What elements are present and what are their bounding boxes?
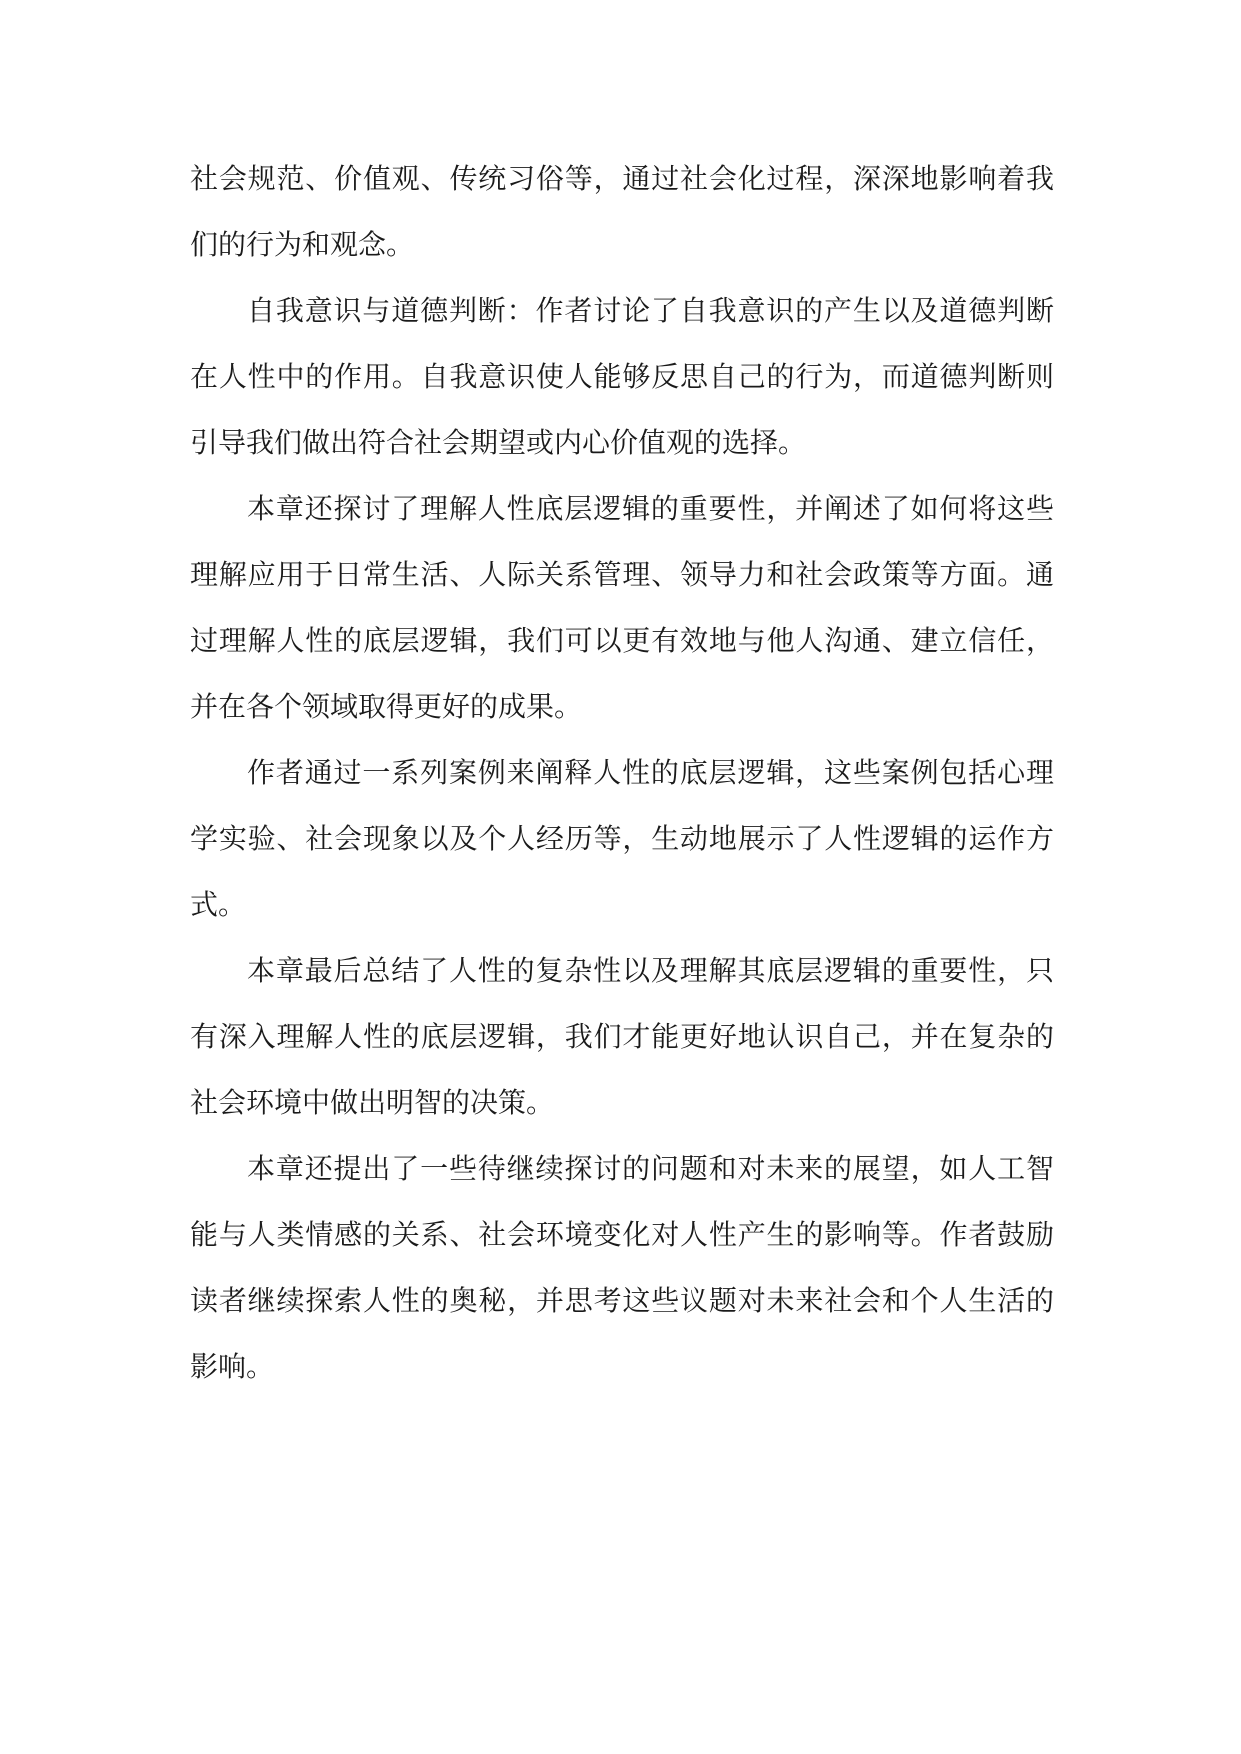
paragraph-self-awareness: 自我意识与道德判断：作者讨论了自我意识的产生以及道德判断在人性中的作用。自我意识使人能够反思自己的行为，而道德判断则引导我们做出符合社会期望或内心价值观的选择。 xyxy=(190,294,1054,459)
paragraph-case-studies: 作者通过一系列案例来阐释人性的底层逻辑，这些案例包括心理学实验、社会现象以及个人经历等，生动地展示了人性逻辑的运作方式。 xyxy=(190,756,1054,921)
paragraph-outlook: 本章还提出了一些待继续探讨的问题和对未来的展望，如人工智能与人类情感的关系、社会环境变化对人性产生的影响等。作者鼓励读者继续探索人性的奥秘，并思考这些议题对未来社会和个人生活的影响。 xyxy=(190,1152,1054,1383)
paragraph-continuation: 社会规范、价值观、传统习俗等，通过社会化过程，深深地影响着我们的行为和观念。 xyxy=(190,162,1054,261)
body-text xyxy=(190,146,1054,1400)
paragraph-summary: 本章最后总结了人性的复杂性以及理解其底层逻辑的重要性，只有深入理解人性的底层逻辑，我们才能更好地认识自己，并在复杂的社会环境中做出明智的决策。 xyxy=(190,954,1054,1119)
paragraph-importance: 本章还探讨了理解人性底层逻辑的重要性，并阐述了如何将这些理解应用于日常生活、人际关系管理、领导力和社会政策等方面。通过理解人性的底层逻辑，我们可以更有效地与他人沟通、建立信任，并在各个领域取得更好的成果。 xyxy=(190,492,1054,723)
